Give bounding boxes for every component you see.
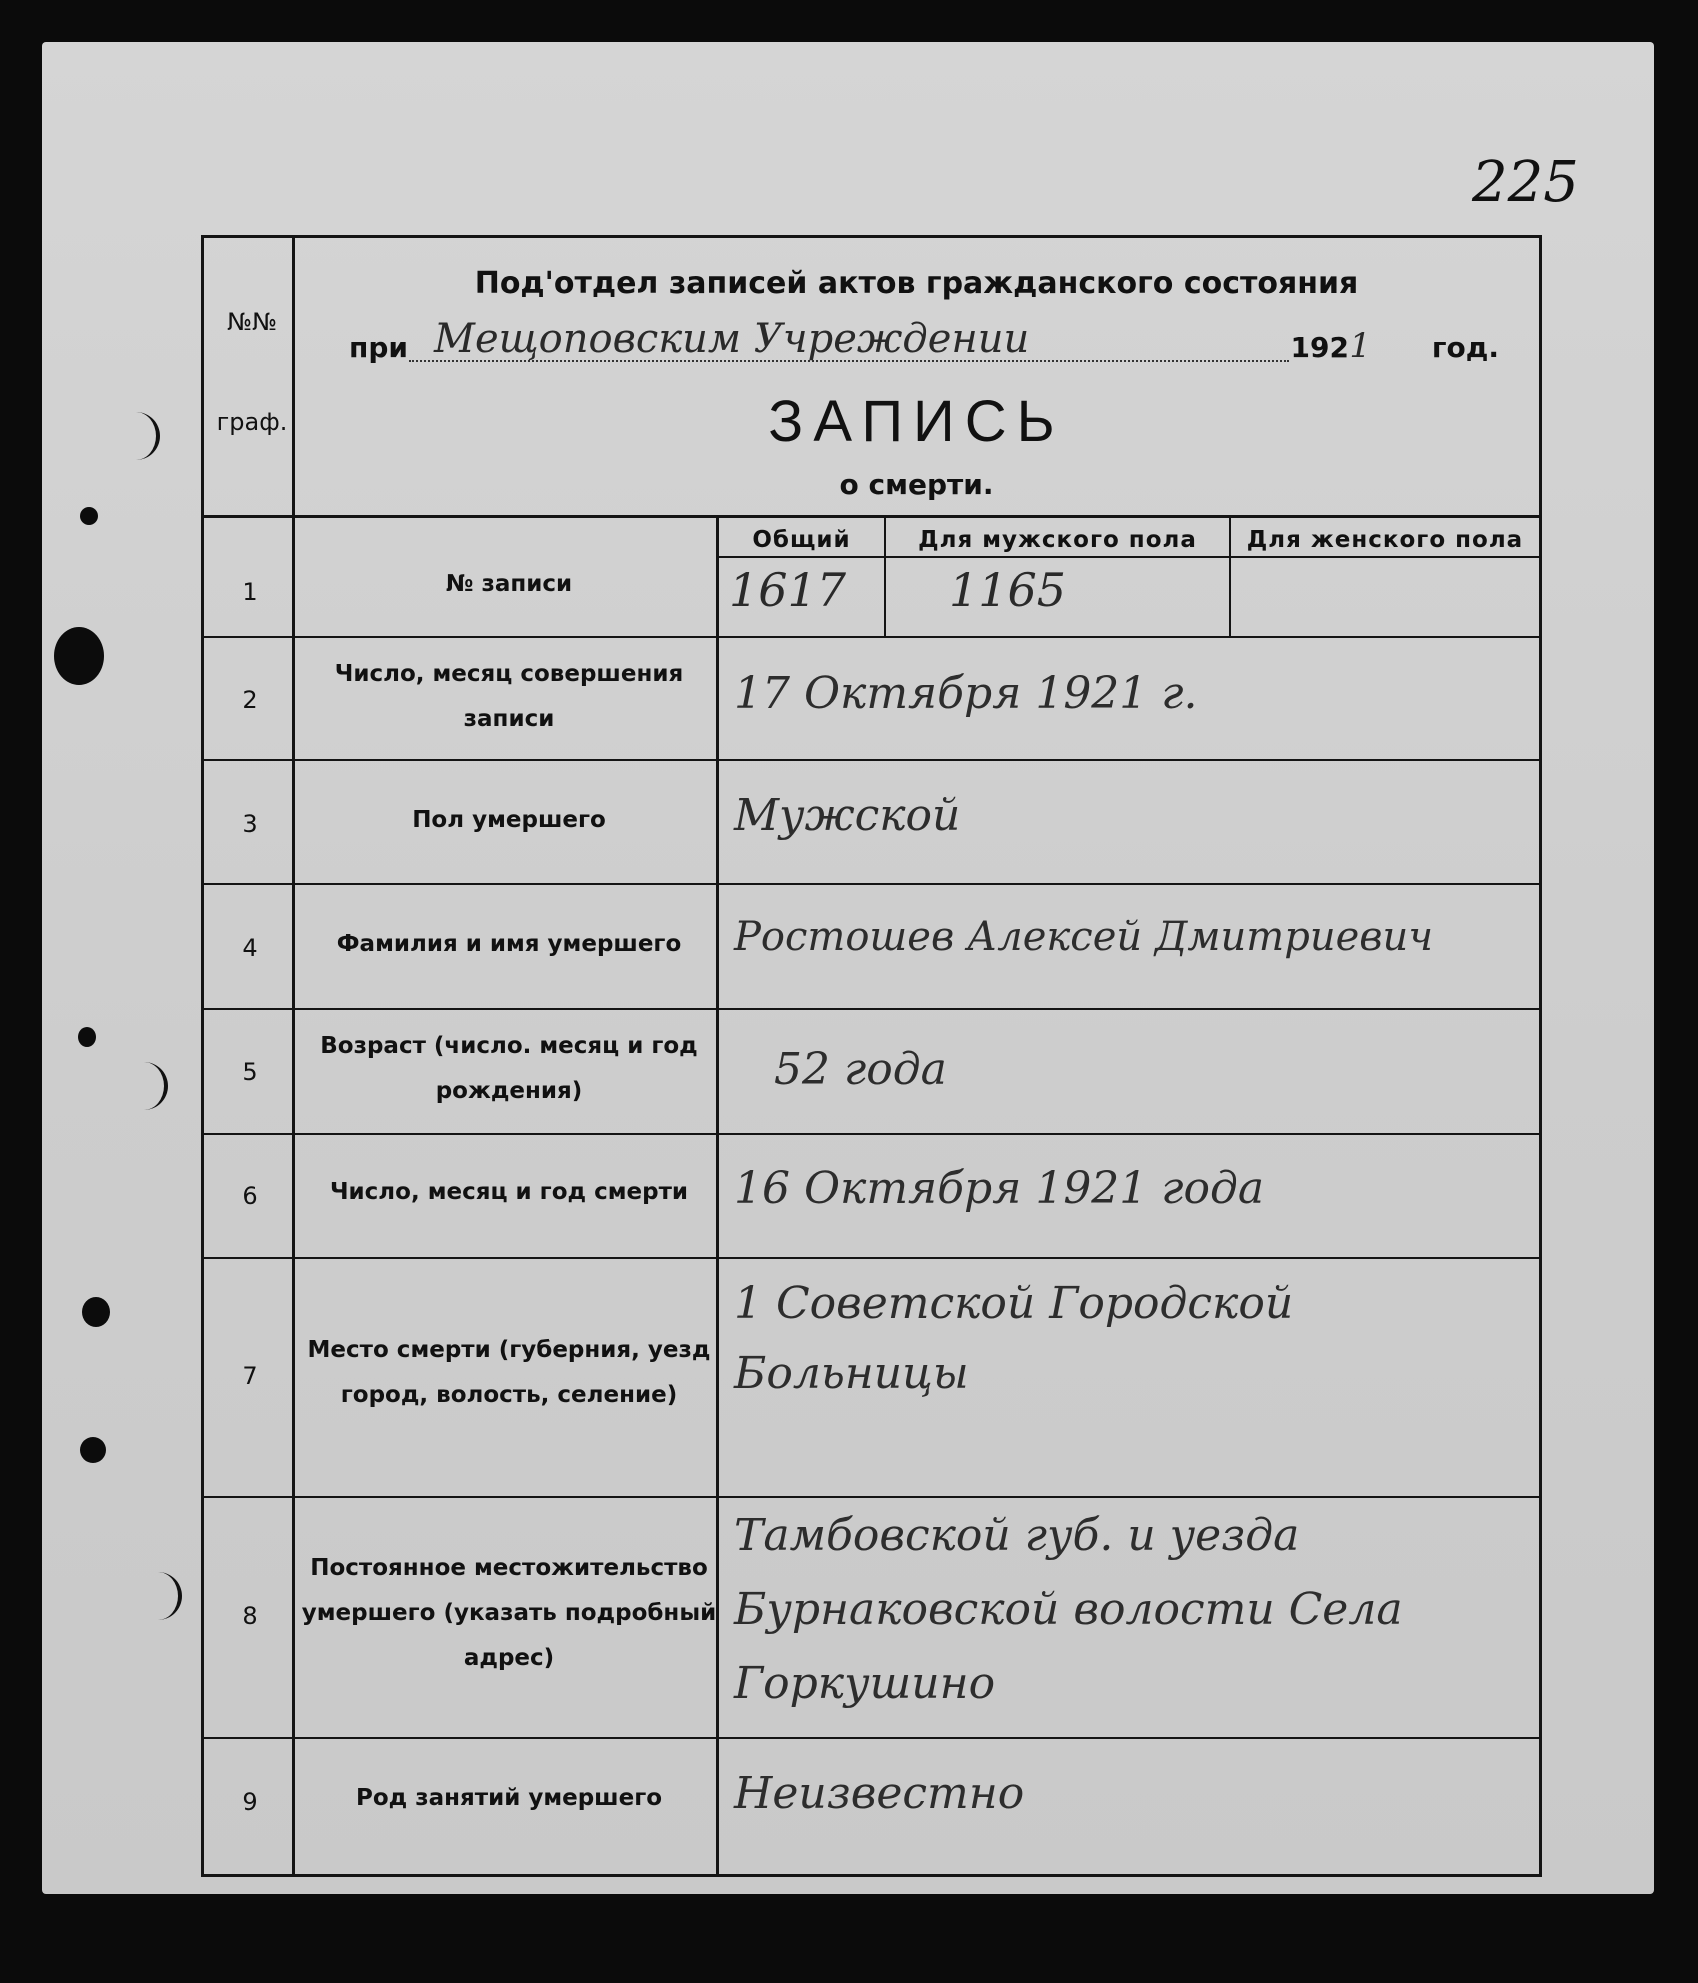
year-handwritten: 1 (1349, 326, 1371, 366)
row-divider (204, 883, 1539, 885)
row-divider (204, 1737, 1539, 1739)
death-place-line-1: 1 Советской Городской (734, 1278, 1294, 1329)
row-label: Число, месяц совершения записи (334, 661, 684, 732)
death-place-line-2: Больницы (734, 1348, 969, 1399)
document-title: ЗАПИСЬ (768, 389, 1065, 454)
row-label: Род занятий умершего (355, 1785, 663, 1811)
row-label: Число, месяц и год смерти (329, 1179, 689, 1205)
death-date: 16 Октября 1921 года (734, 1163, 1265, 1214)
row-number: 4 (242, 934, 258, 962)
row-number: 2 (242, 686, 258, 714)
residence-line-3: Горкушино (734, 1658, 996, 1709)
institution-handwritten: Мещоповским Учреждении (434, 316, 1030, 362)
row-label: Постоянное местожительство умершего (указать подробный адрес) (301, 1555, 717, 1671)
binding-hole (54, 627, 104, 685)
record-date: 17 Октября 1921 г. (734, 668, 1198, 719)
binding-mark (138, 1062, 168, 1110)
row-divider (204, 759, 1539, 761)
row-divider (204, 1496, 1539, 1498)
female-column-header: Для женского пола (1246, 527, 1524, 553)
deceased-age: 52 года (774, 1044, 947, 1095)
row-divider (204, 636, 1539, 638)
document-subtitle: о смерти. (839, 468, 994, 501)
residence-line-2: Бурнаковской волости Села (734, 1584, 1403, 1635)
year-printed: 192 (1290, 331, 1349, 364)
residence-line-1: Тамбовской губ. и уезда (734, 1510, 1300, 1561)
institution-line (349, 316, 1499, 368)
binding-hole (80, 507, 98, 525)
binding-mark (130, 412, 160, 460)
document-page (42, 42, 1654, 1894)
row-number: 9 (242, 1788, 258, 1816)
death-record-form (201, 235, 1542, 1877)
record-number-general: 1617 (729, 563, 847, 617)
pri-label: при (349, 331, 409, 364)
row-number: 8 (242, 1602, 258, 1630)
deceased-occupation: Неизвестно (734, 1768, 1025, 1819)
subheader-divider (719, 556, 1539, 558)
page-number: 225 (1472, 150, 1579, 215)
binding-hole (82, 1297, 110, 1327)
table-top-border (204, 515, 1539, 518)
number-column-header: №№ (227, 308, 277, 336)
binding-hole (80, 1437, 106, 1463)
general-column-header: Общий (752, 527, 851, 553)
row-label: Место смерти (губерния, уезд город, волость, селение) (307, 1337, 711, 1408)
row-label: Пол умершего (412, 807, 606, 833)
binding-hole (78, 1027, 96, 1047)
row-number: 5 (242, 1058, 258, 1086)
male-column-header: Для мужского пола (918, 527, 1197, 553)
deceased-name: Ростошев Алексей Дмитриевич (734, 914, 1434, 960)
row-label: Фамилия и имя умершего (336, 931, 682, 957)
graph-column-header: граф. (216, 408, 288, 436)
row-divider (204, 1257, 1539, 1259)
deceased-sex: Мужской (734, 790, 961, 841)
record-number-male: 1165 (949, 563, 1067, 617)
row-number: 3 (242, 810, 258, 838)
row-number: 1 (242, 578, 258, 606)
binding-mark (152, 1572, 182, 1620)
department-title: Под'отдел записей актов гражданского состояния (474, 266, 1359, 301)
row-divider (204, 1133, 1539, 1135)
row-label: № записи (445, 571, 573, 597)
row-label: Возраст (число. месяц и год рождения) (320, 1033, 698, 1104)
row-number: 6 (242, 1182, 258, 1210)
row-number: 7 (242, 1362, 258, 1390)
row-divider (204, 1008, 1539, 1010)
year-suffix: год. (1431, 331, 1499, 364)
